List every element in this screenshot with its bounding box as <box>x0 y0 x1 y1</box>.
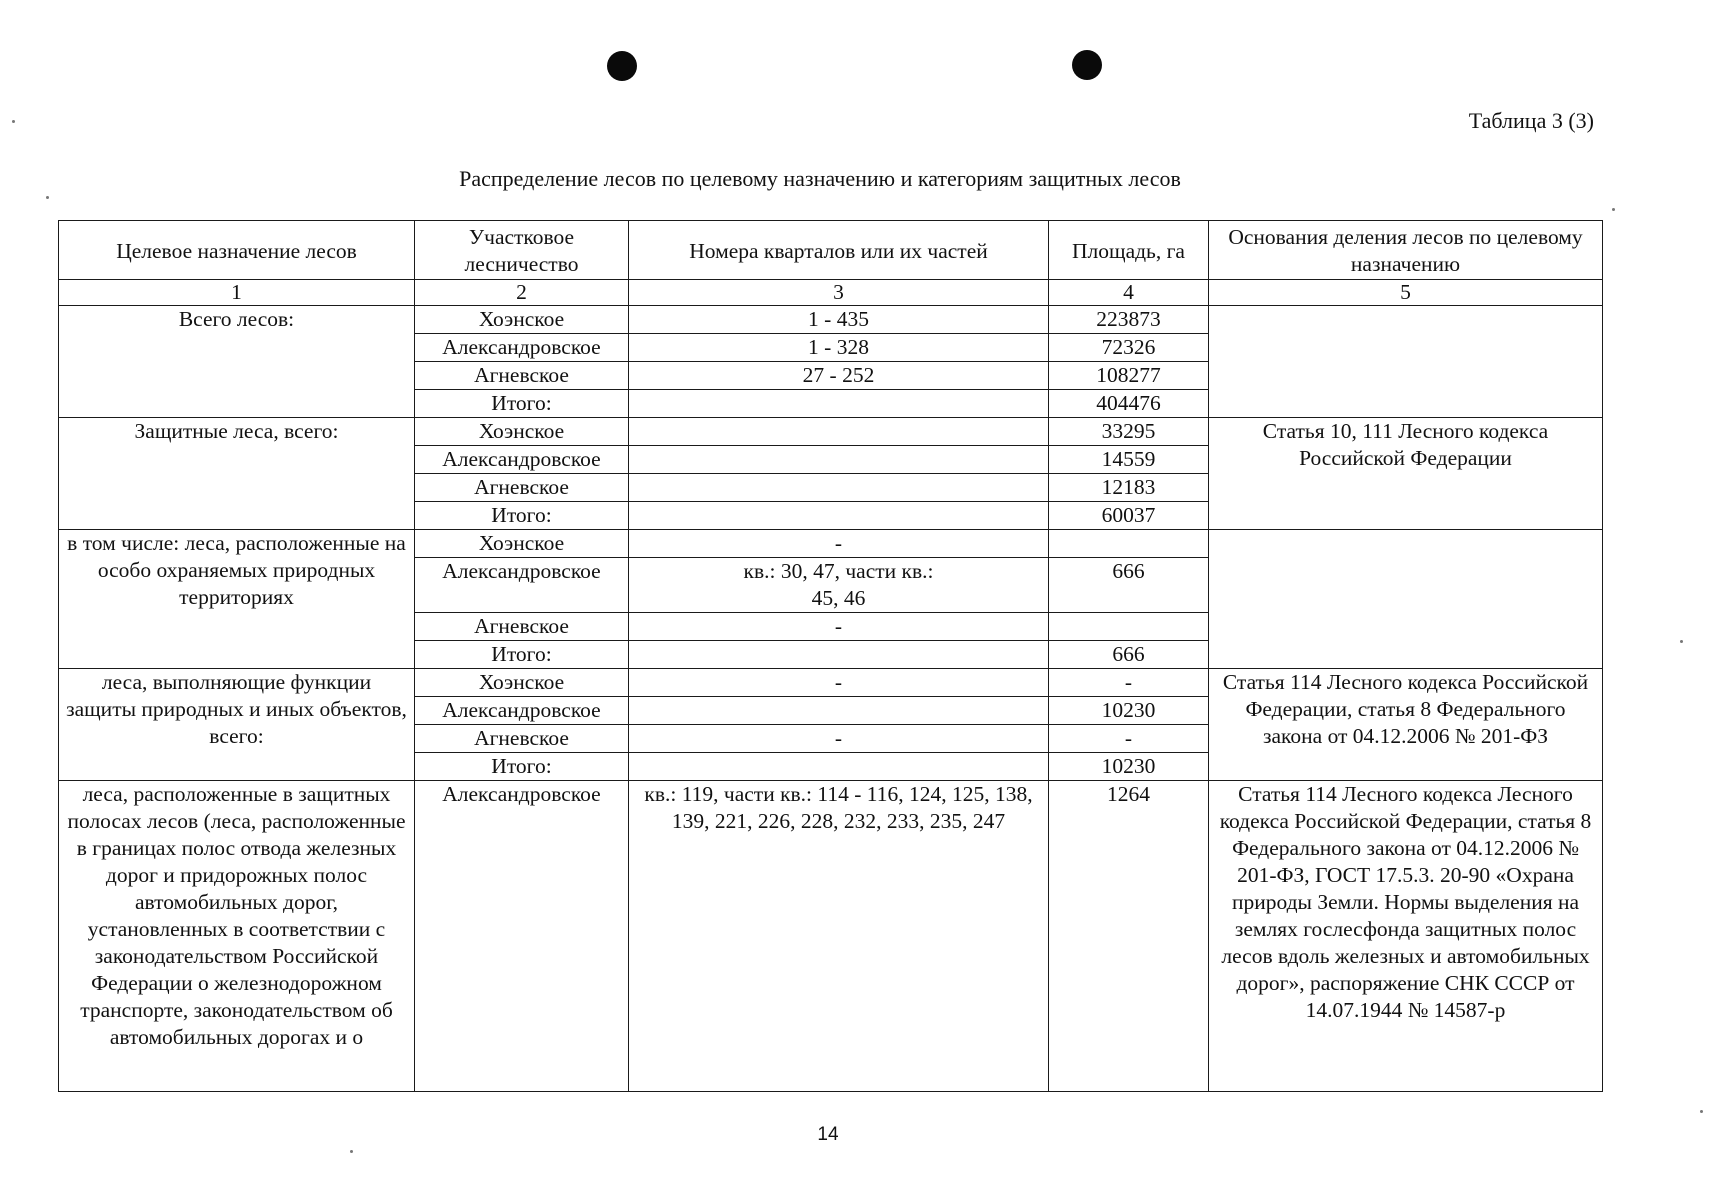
area-cell: 12183 <box>1049 474 1209 502</box>
column-number: 3 <box>629 280 1049 306</box>
header-area: Площадь, га <box>1049 221 1209 280</box>
page-title: Распределение лесов по целевому назначению и категориям защитных лесов <box>459 166 1181 191</box>
scan-speck <box>12 120 15 123</box>
area-cell: 14559 <box>1049 446 1209 474</box>
punch-hole-right <box>1072 50 1102 80</box>
district-cell: Агневское <box>415 613 629 641</box>
district-cell: Александровское <box>415 558 629 613</box>
purpose-cell: Всего лесов: <box>59 306 415 418</box>
header-purpose: Целевое назначение лесов <box>59 221 415 280</box>
basis-cell: Статья 10, 111 Лесного кодекса Российской Федерации <box>1209 418 1603 530</box>
header-quarters: Номера кварталов или их частей <box>629 221 1049 280</box>
district-cell: Александровское <box>415 446 629 474</box>
area-cell: 1264 <box>1049 781 1209 1092</box>
table-row <box>59 530 1603 558</box>
column-number: 1 <box>59 280 415 306</box>
scan-speck <box>350 1150 353 1153</box>
page-number: 14 <box>817 1124 839 1145</box>
area-cell: - <box>1049 725 1209 753</box>
basis-cell: Статья 114 Лесного кодекса Российской Федерации, статья 8 Федерального закона от 04.12.2006 № 201-ФЗ <box>1209 669 1603 781</box>
column-number: 4 <box>1049 280 1209 306</box>
scan-speck <box>46 196 49 199</box>
scan-speck <box>1612 208 1615 211</box>
column-number: 2 <box>415 280 629 306</box>
basis-cell: Статья 114 Лесного кодекса Лесного кодекса Российской Федерации, статья 8 Федерального закона от 04.12.2006 № 201-ФЗ, ГОСТ 17.5.3. 20-90 «Охрана природы Земли. Нормы выделения на землях гослесфонда защитных полос лесов вдоль железных и автомобильных дорог», распоряжение СНК СССР от 14.07.1944 № 14587-р <box>1209 781 1603 1092</box>
area-cell <box>1049 530 1209 558</box>
quarters-cell: кв.: 119, части кв.: 114 - 116, 124, 125, 138, 139, 221, 226, 228, 232, 233, 235, 247 <box>629 781 1049 1092</box>
district-cell: Александровское <box>415 697 629 725</box>
area-cell: 10230 <box>1049 753 1209 781</box>
area-cell <box>1049 613 1209 641</box>
area-cell: 666 <box>1049 558 1209 613</box>
quarters-cell <box>629 697 1049 725</box>
district-cell: Александровское <box>415 334 629 362</box>
quarters-cell: - <box>629 669 1049 697</box>
basis-cell <box>1209 306 1603 418</box>
scan-speck <box>1700 1110 1703 1113</box>
table-row <box>59 418 1603 446</box>
header-district: Участковое лесничество <box>415 221 629 280</box>
district-cell: Хоэнское <box>415 306 629 334</box>
forest-distribution-table <box>58 220 1603 1092</box>
column-number: 5 <box>1209 280 1603 306</box>
punch-hole-left <box>607 51 637 81</box>
purpose-cell: Защитные леса, всего: <box>59 418 415 530</box>
area-cell: 72326 <box>1049 334 1209 362</box>
district-cell: Хоэнское <box>415 530 629 558</box>
table-row <box>59 306 1603 334</box>
quarters-cell <box>629 502 1049 530</box>
area-cell: 666 <box>1049 641 1209 669</box>
district-cell: Итого: <box>415 502 629 530</box>
area-cell: 223873 <box>1049 306 1209 334</box>
quarters-cell <box>629 418 1049 446</box>
quarters-cell: - <box>629 613 1049 641</box>
quarters-cell: - <box>629 725 1049 753</box>
table-row <box>59 781 1603 1092</box>
area-cell: 108277 <box>1049 362 1209 390</box>
district-cell: Итого: <box>415 390 629 418</box>
district-cell: Хоэнское <box>415 669 629 697</box>
header-row <box>59 221 1603 280</box>
header-basis: Основания деления лесов по целевому назначению <box>1209 221 1603 280</box>
table-row <box>59 669 1603 697</box>
quarters-cell <box>629 753 1049 781</box>
district-cell: Александровское <box>415 781 629 1092</box>
purpose-cell: леса, расположенные в защитных полосах лесов (леса, расположенные в границах полос отвода железных дорог и придорожных полос автомобильных дорог, установленных в соответствии с законодательством Российской Федерации о железнодорожном транспорте, законодательством об автомобильных дорогах и о <box>59 781 415 1092</box>
district-cell: Агневское <box>415 362 629 390</box>
quarters-cell <box>629 641 1049 669</box>
basis-cell <box>1209 530 1603 669</box>
scan-speck <box>1680 640 1683 643</box>
area-cell: 60037 <box>1049 502 1209 530</box>
table-reference: Таблица 3 (3) <box>1468 108 1594 133</box>
district-cell: Агневское <box>415 725 629 753</box>
quarters-cell: кв.: 30, 47, части кв.: 45, 46 <box>629 558 1049 613</box>
quarters-cell: 1 - 435 <box>629 306 1049 334</box>
area-cell: - <box>1049 669 1209 697</box>
quarters-cell <box>629 446 1049 474</box>
district-cell: Агневское <box>415 474 629 502</box>
column-number-row <box>59 280 1603 306</box>
quarters-cell <box>629 390 1049 418</box>
quarters-cell: 1 - 328 <box>629 334 1049 362</box>
quarters-cell: - <box>629 530 1049 558</box>
purpose-cell: леса, выполняющие функции защиты природных и иных объектов, всего: <box>59 669 415 781</box>
district-cell: Хоэнское <box>415 418 629 446</box>
area-cell: 404476 <box>1049 390 1209 418</box>
area-cell: 10230 <box>1049 697 1209 725</box>
quarters-cell: 27 - 252 <box>629 362 1049 390</box>
district-cell: Итого: <box>415 753 629 781</box>
purpose-cell: в том числе: леса, расположенные на особо охраняемых природных территориях <box>59 530 415 669</box>
quarters-cell <box>629 474 1049 502</box>
district-cell: Итого: <box>415 641 629 669</box>
area-cell: 33295 <box>1049 418 1209 446</box>
